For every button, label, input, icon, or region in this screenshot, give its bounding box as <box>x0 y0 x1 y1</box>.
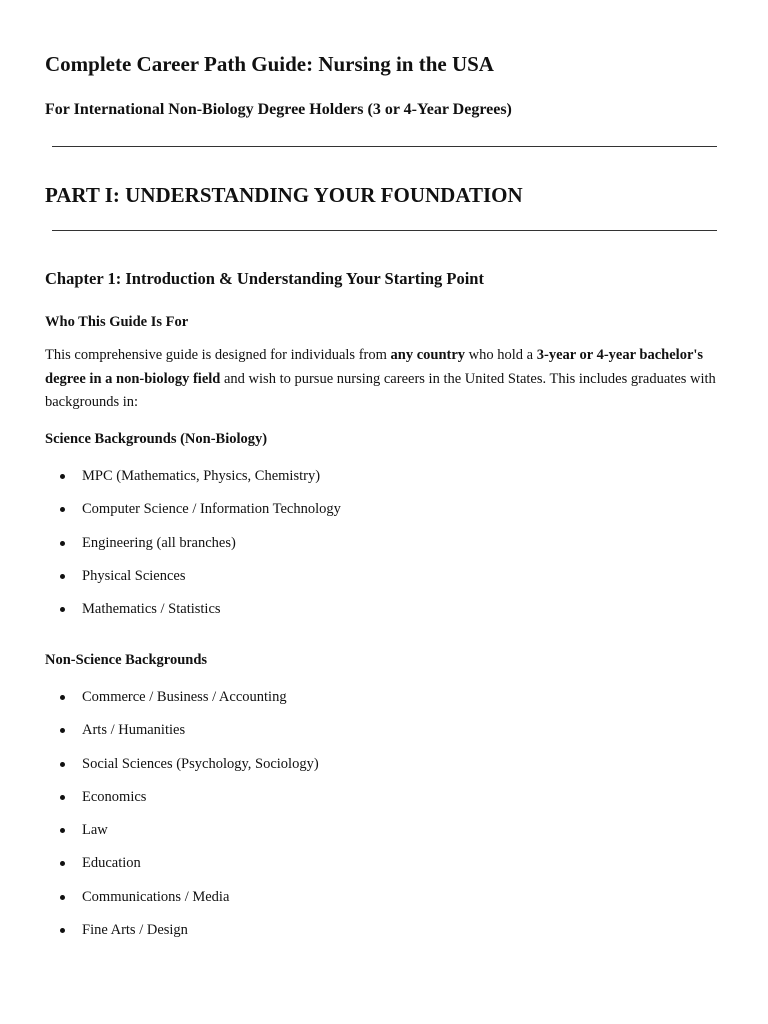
bullet-icon <box>60 795 65 800</box>
document-subtitle: For International Non-Biology Degree Holders (3 or 4-Year Degrees) <box>45 101 512 118</box>
list-item-text: Economics <box>82 788 147 805</box>
intro-text-3: and wish to pursue nursing careers in the United States. This includes graduates with backgrounds in: <box>45 370 716 410</box>
part-heading: PART I: UNDERSTANDING YOUR FOUNDATION <box>45 183 523 207</box>
bullet-icon <box>60 607 65 612</box>
list-item-text: MPC (Mathematics, Physics, Chemistry) <box>82 468 321 484</box>
intro-paragraph <box>45 344 725 415</box>
list-item-text: Communications / Media <box>82 888 230 905</box>
bullet-icon <box>60 474 65 479</box>
intro-bold-2: 3-year or 4-year bachelor's degree in a non-biology field <box>45 347 704 387</box>
list-item-text: Computer Science / Information Technology <box>82 501 341 518</box>
bullet-icon <box>60 574 65 579</box>
bullet-icon <box>60 507 65 512</box>
who-guide-is-for-heading: Who This Guide Is For <box>45 314 189 330</box>
bullet-icon <box>60 861 65 866</box>
divider-part <box>52 230 717 231</box>
list-item-text: Arts / Humanities <box>82 722 186 739</box>
bullet-icon <box>60 828 65 833</box>
list-item-text: Education <box>82 855 141 872</box>
intro-text-1: This comprehensive guide is designed for individuals from <box>45 347 391 363</box>
non-science-backgrounds-heading: Non-Science Backgrounds <box>45 652 208 668</box>
bullet-icon <box>60 895 65 900</box>
list-item-text: Engineering (all branches) <box>82 534 236 551</box>
bullet-icon <box>60 695 65 700</box>
list-item-text: Fine Arts / Design <box>82 922 188 939</box>
list-item-text: Physical Sciences <box>82 567 186 584</box>
list-item-text: Mathematics / Statistics <box>82 601 221 618</box>
bullet-icon <box>60 928 65 933</box>
intro-bold-1: any country <box>390 347 466 363</box>
list-item-text: Law <box>82 822 108 839</box>
document-title: Complete Career Path Guide: Nursing in the USA <box>45 52 494 76</box>
bullet-icon <box>60 728 65 733</box>
bullet-icon <box>60 762 65 767</box>
intro-text-2: who hold a <box>465 347 537 363</box>
chapter-heading: Chapter 1: Introduction & Understanding Your Starting Point <box>45 269 484 288</box>
list-item-text: Commerce / Business / Accounting <box>82 689 287 705</box>
divider-top <box>52 146 717 147</box>
science-backgrounds-heading: Science Backgrounds (Non-Biology) <box>45 431 268 447</box>
bullet-icon <box>60 541 65 546</box>
list-item-text: Social Sciences (Psychology, Sociology) <box>82 755 319 772</box>
